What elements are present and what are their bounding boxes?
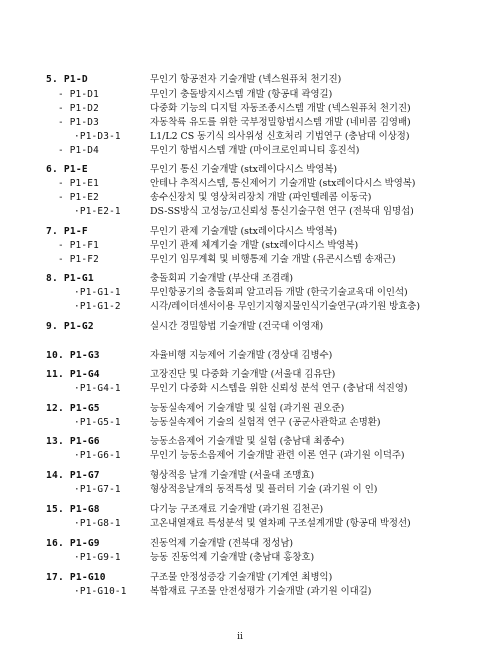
item-code: 17. P1-G10 xyxy=(46,572,106,583)
item-title: 자율비행 지능제어 기술개발 (경상대 김병수) xyxy=(150,350,333,361)
content-row xyxy=(0,537,480,551)
content-row xyxy=(0,130,480,144)
item-code: ·P1-G1-1 xyxy=(74,287,121,298)
item-title: 능동소음제어 기술개발 및 실험 (충남대 최종수) xyxy=(150,436,345,447)
content-row xyxy=(0,483,480,497)
item-code: 10. P1-G3 xyxy=(46,350,100,361)
item-code: ·P1-G9-1 xyxy=(74,552,121,563)
content-row xyxy=(0,205,480,219)
item-title: 능동실속제어 기술개발 및 실험 (과기원 권오준) xyxy=(150,403,345,414)
page-number: ii xyxy=(237,632,243,642)
content-row xyxy=(0,225,480,239)
content-row xyxy=(0,551,480,565)
item-title: 무인기 관제 체계기술 개발 (stx레이다시스 박영복) xyxy=(150,240,359,251)
item-code: ·P1-G4-1 xyxy=(74,383,121,394)
item-code: ·P1-G6-1 xyxy=(74,450,121,461)
content-row xyxy=(0,177,480,191)
item-title: 안테나 추적시스템, 통신제어기 기술개발 (stx레이다시스 박영복) xyxy=(150,178,416,189)
content-row xyxy=(0,253,480,267)
item-title: 무인기 충돌방지시스템 개발 (항공대 곽영길) xyxy=(150,89,333,100)
item-code: - P1-E2 xyxy=(58,192,99,203)
item-code: 7. P1-F xyxy=(46,226,88,237)
item-title: 무인기 통신 기술개발 (stx레이다시스 박영복) xyxy=(150,164,338,175)
item-code: 14. P1-G7 xyxy=(46,470,100,481)
content-row xyxy=(0,300,480,314)
item-code: 9. P1-G2 xyxy=(46,321,94,332)
item-code: - P1-D2 xyxy=(58,103,99,114)
content-row xyxy=(0,88,480,102)
item-code: 8. P1-G1 xyxy=(46,273,94,284)
item-code: - P1-E1 xyxy=(58,178,99,189)
item-title: 능동실속제어 기술의 실험적 연구 (공군사관학교 손명환) xyxy=(150,417,381,428)
item-title: 무인항공기의 충돌회피 알고리듬 개발 (한국기술교육대 이인석) xyxy=(150,287,408,298)
item-code: ·P1-G7-1 xyxy=(74,484,121,495)
item-code: ·P1-D3-1 xyxy=(74,131,121,142)
item-title: 능동 진동억제 기술개발 (충남대 홍창호) xyxy=(150,552,315,563)
content-row xyxy=(0,585,480,599)
content-row xyxy=(0,435,480,449)
item-title: 다기능 구조재료 기술개발 (과기원 김천곤) xyxy=(150,504,324,515)
item-title: 무인기 관제 기술개발 (stx레이다시스 박영복) xyxy=(150,226,338,237)
item-code: 16. P1-G9 xyxy=(46,538,100,549)
item-title: 다중화 기능의 디지털 자동조종시스템 개발 (넥스원퓨처 천기진) xyxy=(150,103,411,114)
content-row xyxy=(0,73,480,87)
item-title: 무인기 다중화 시스템을 위한 신뢰성 분석 연구 (충남대 석진영) xyxy=(150,383,408,394)
item-code: ·P1-G5-1 xyxy=(74,417,121,428)
item-code: - P1-D3 xyxy=(58,117,99,128)
content-row xyxy=(0,102,480,116)
content-row xyxy=(0,469,480,483)
item-title: 무인기 항공전자 기술개발 (넥스원퓨처 천기진) xyxy=(150,74,342,85)
item-code: - P1-F2 xyxy=(58,254,99,265)
item-title: 복합재료 구조물 안전성평가 기술개발 (과기원 이대길) xyxy=(150,586,372,597)
item-code: 15. P1-G8 xyxy=(46,504,100,515)
content-row xyxy=(0,191,480,205)
item-title: 형상적응 날개 기술개발 (서울대 조맹효) xyxy=(150,470,315,481)
content-row xyxy=(0,571,480,585)
item-title: 송수신장치 및 영상처리장치 개발 (파인텔레콤 이동국) xyxy=(150,192,372,203)
content-row xyxy=(0,116,480,130)
content-row xyxy=(0,349,480,363)
item-code: ·P1-G1-2 xyxy=(74,301,121,312)
item-title: 자동착륙 유도를 위한 국부정밀항법시스템 개발 (네비콤 김영배) xyxy=(150,117,411,128)
item-title: 무인기 임무계획 및 비행통제 기술 개발 (유콘시스템 송재근) xyxy=(150,254,396,265)
content-row xyxy=(0,449,480,463)
item-title: 형상적응날개의 동적특성 및 플러터 기술 (과기원 이 인) xyxy=(150,484,378,495)
item-title: 진동억제 기술개발 (전북대 정성남) xyxy=(150,538,294,549)
item-title: 무인기 능동소음제어 기술개발 관련 이론 연구 (과기원 이덕주) xyxy=(150,450,405,461)
item-code: 12. P1-G5 xyxy=(46,403,100,414)
item-title: 무인기 항법시스템 개발 (마이크로인피니티 홍진석) xyxy=(150,145,360,156)
content-row xyxy=(0,286,480,300)
item-title: L1/L2 CS 동기식 의사위성 신호처리 기법연구 (충남대 이상정) xyxy=(150,131,410,142)
item-code: - P1-D1 xyxy=(58,89,99,100)
item-code: 5. P1-D xyxy=(46,74,88,85)
item-code: - P1-F1 xyxy=(58,240,99,251)
content-row xyxy=(0,163,480,177)
content-row xyxy=(0,320,480,334)
item-code: 11. P1-G4 xyxy=(46,369,100,380)
item-title: 시각/레이더센서이용 무인기지형지물인식기술연구(과기원 방효충) xyxy=(150,301,421,312)
item-code: ·P1-E2-1 xyxy=(74,206,121,217)
content-row xyxy=(0,402,480,416)
item-code: ·P1-G10-1 xyxy=(74,586,127,597)
content-row xyxy=(0,517,480,531)
item-title: 고온내열재료 특성분석 및 열차폐 구조설계개발 (항공대 박정선) xyxy=(150,518,411,529)
item-code: ·P1-G8-1 xyxy=(74,518,121,529)
content-row xyxy=(0,368,480,382)
content-row xyxy=(0,382,480,396)
item-title: 충돌회피 기술개발 (부산대 조겸래) xyxy=(150,273,294,284)
item-code: - P1-D4 xyxy=(58,145,99,156)
item-title: 구조물 안정성증강 기술개발 (기계연 최병익) xyxy=(150,572,333,583)
content-row xyxy=(0,416,480,430)
item-title: DS-SS방식 고성능/고신뢰성 통신기술구현 연구 (전북대 임명섭) xyxy=(150,206,414,217)
item-code: 6. P1-E xyxy=(46,164,88,175)
content-row xyxy=(0,144,480,158)
content-row xyxy=(0,503,480,517)
content-row xyxy=(0,272,480,286)
item-code: 13. P1-G6 xyxy=(46,436,100,447)
item-title: 고장진단 및 다중화 기술개발 (서울대 김유단) xyxy=(150,369,336,380)
item-title: 실시간 경밀항법 기술개발 (건국대 이영재) xyxy=(150,321,324,332)
content-row xyxy=(0,239,480,253)
